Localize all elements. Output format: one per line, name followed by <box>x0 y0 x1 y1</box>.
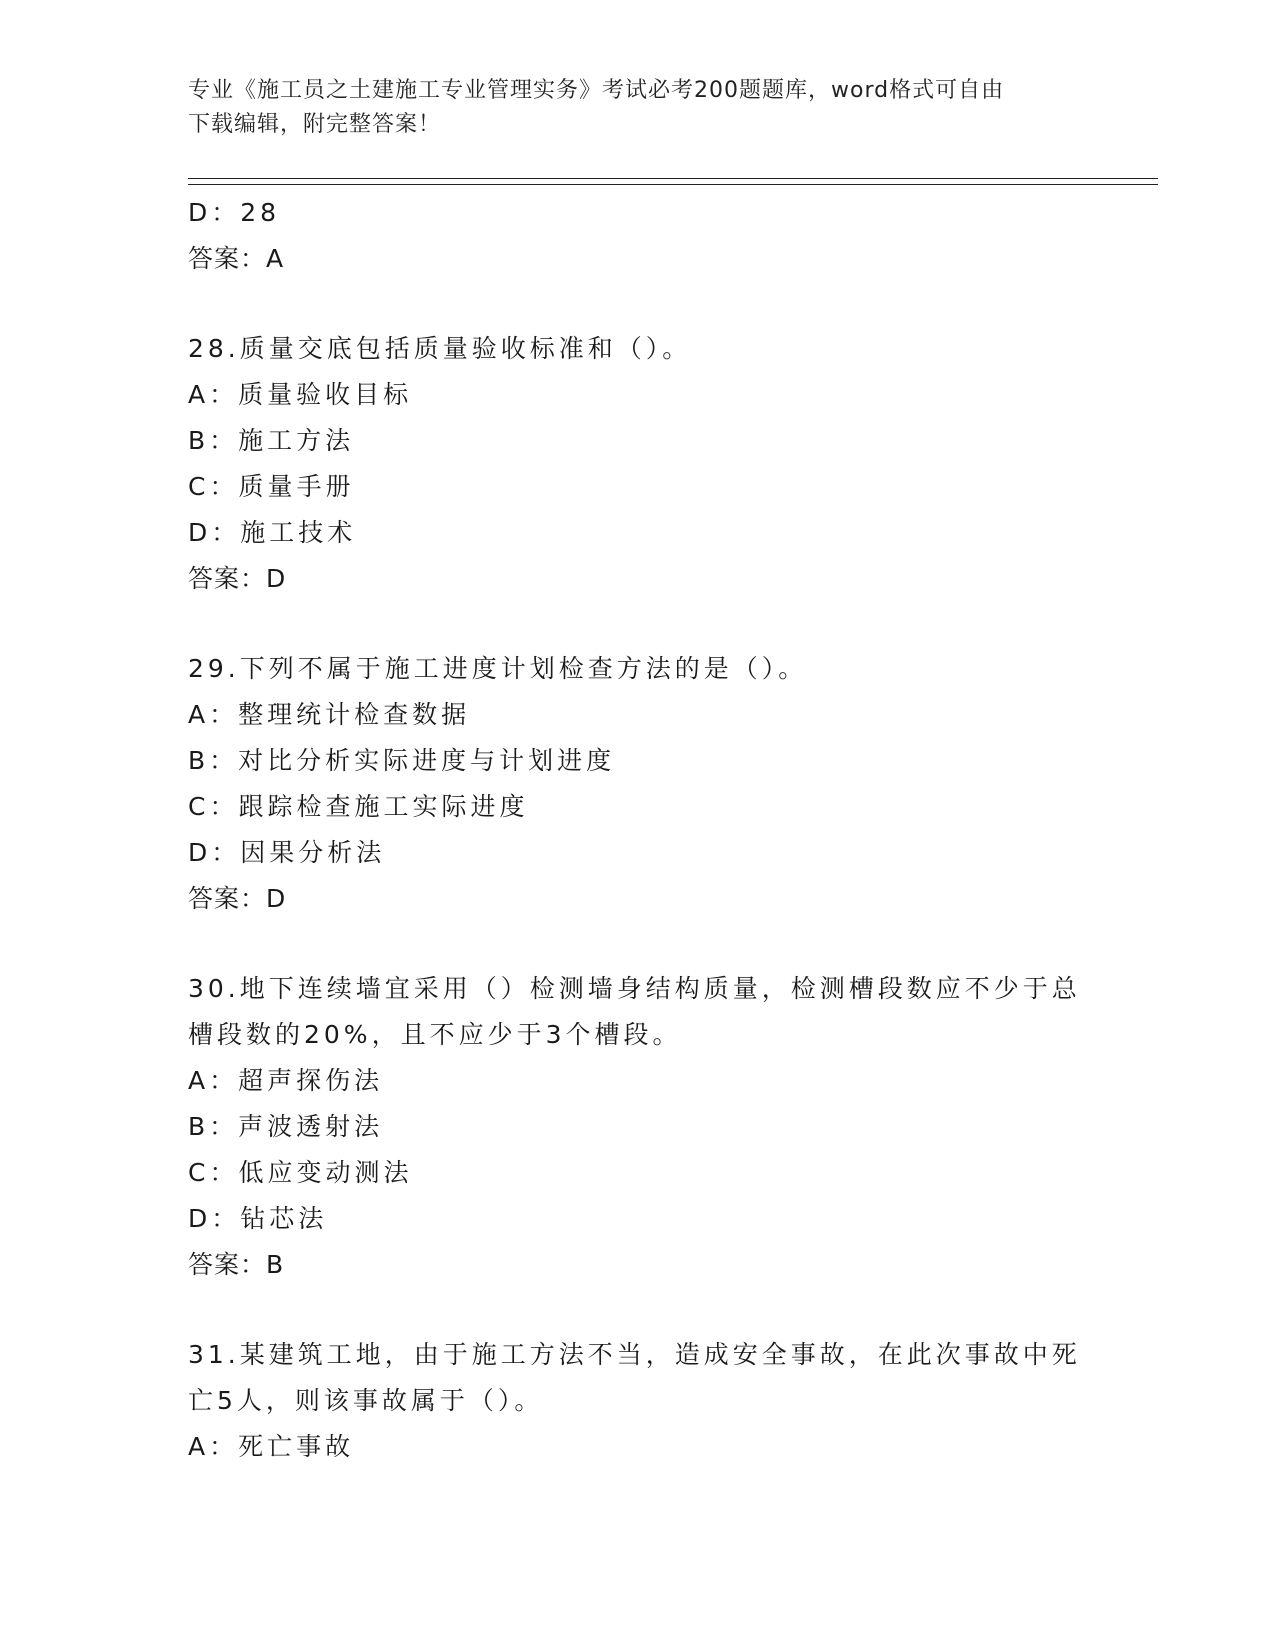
question-29 <box>188 646 1088 922</box>
page-header <box>188 74 1088 142</box>
option-c: C：质量手册 <box>188 472 355 501</box>
option-a: A：整理统计检查数据 <box>188 700 471 729</box>
header-line-2: 下载编辑，附完整答案！ <box>188 112 442 137</box>
question-31 <box>188 1332 1088 1470</box>
question-stem-line-2: 槽段数的20%，且不应少于3个槽段。 <box>188 1020 682 1049</box>
header-rule-top <box>188 178 1158 179</box>
option-c: C：低应变动测法 <box>188 1158 413 1187</box>
option-a: A：质量验收目标 <box>188 380 413 409</box>
option-d: D：施工技术 <box>188 518 357 547</box>
answer-line: 答案：A <box>188 244 285 273</box>
answer-line: 答案：D <box>188 884 287 913</box>
question-stem-line-1: 30.地下连续墙宜采用（）检测墙身结构质量，检测槽段数应不少于总 <box>188 974 1081 1003</box>
option-b: B：对比分析实际进度与计划进度 <box>188 746 616 775</box>
option-d: D：钻芯法 <box>188 1204 328 1233</box>
option-d: D：28 <box>188 198 281 227</box>
question-28 <box>188 326 1088 602</box>
spacer <box>188 922 1088 966</box>
spacer <box>188 282 1088 326</box>
question-stem-line-2: 亡5人，则该事故属于（）。 <box>188 1386 544 1415</box>
option-a: A：死亡事故 <box>188 1432 355 1461</box>
answer-line: 答案：D <box>188 564 287 593</box>
option-b: B：施工方法 <box>188 426 355 455</box>
question-content <box>188 190 1088 1470</box>
option-c: C：跟踪检查施工实际进度 <box>188 792 529 821</box>
spacer <box>188 1288 1088 1332</box>
question-stem: 28.质量交底包括质量验收标准和（）。 <box>188 334 692 363</box>
spacer <box>188 602 1088 646</box>
header-rule-bottom <box>188 184 1158 185</box>
option-a: A：超声探伤法 <box>188 1066 384 1095</box>
option-d: D：因果分析法 <box>188 838 386 867</box>
question-30 <box>188 966 1088 1288</box>
answer-line: 答案：B <box>188 1250 285 1279</box>
question-stem: 29.下列不属于施工进度计划检查方法的是（）。 <box>188 654 808 683</box>
question-stem-line-1: 31.某建筑工地，由于施工方法不当，造成安全事故，在此次事故中死 <box>188 1340 1081 1369</box>
header-line-1: 专业《施工员之土建施工专业管理实务》考试必考200题题库，word格式可自由 <box>188 78 1005 103</box>
option-b: B：声波透射法 <box>188 1112 384 1141</box>
